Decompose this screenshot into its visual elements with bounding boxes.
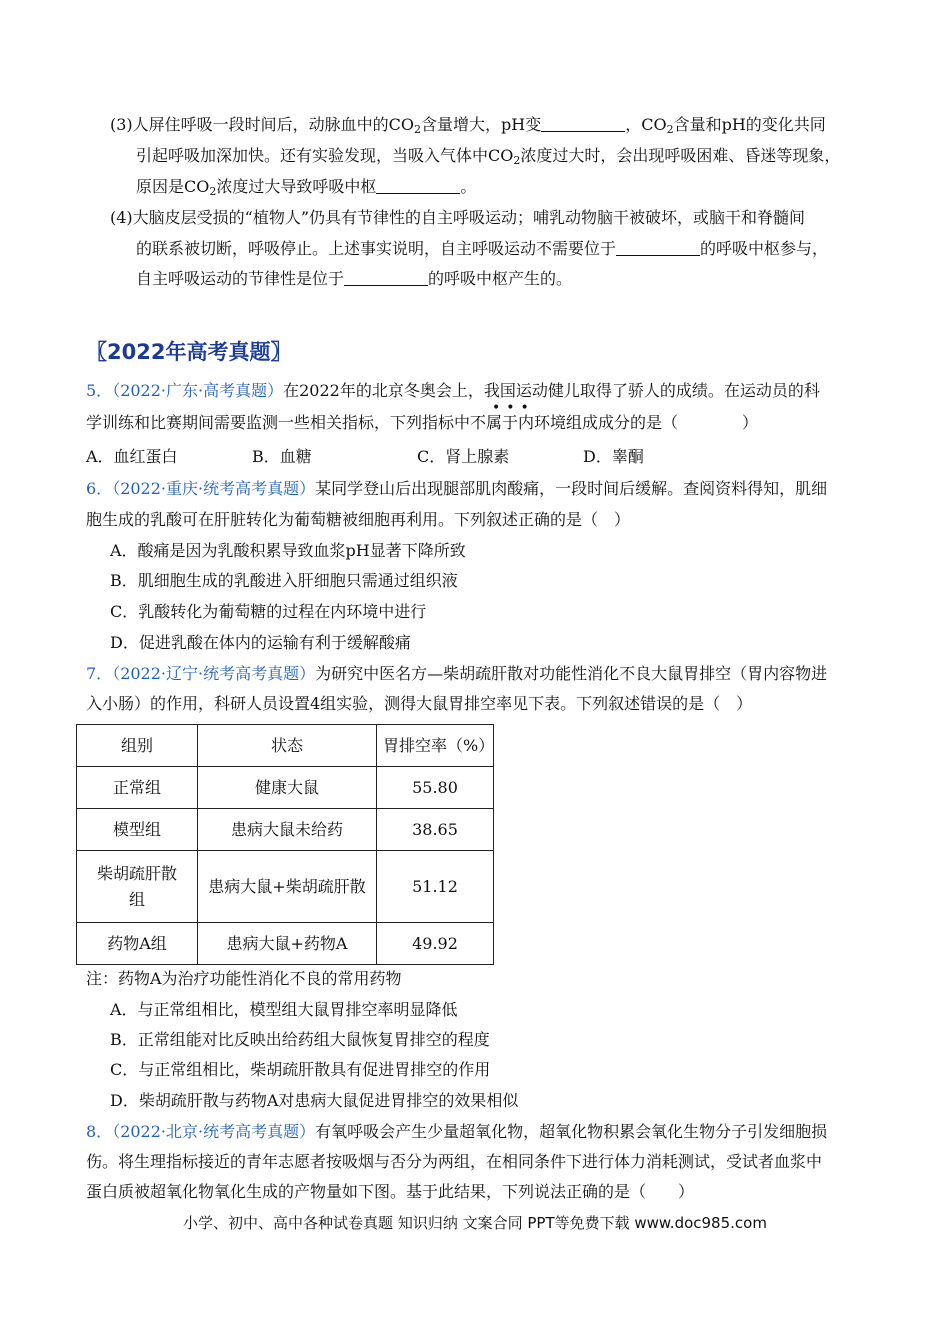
- table-row: [77, 851, 494, 923]
- page-footer: 小学、初中、高中各种试卷真题 知识归纳 文案合同 PPT等免费下载 www.doc985.com: [183, 1214, 767, 1232]
- table-row: [77, 767, 494, 809]
- table-cell: 51.12: [377, 851, 494, 923]
- q7-table-note: 注：药物A为治疗功能性消化不良的常用药物: [86, 969, 402, 988]
- q-prev-part4-line3: 自主呼吸运动的节律性是位于 的呼吸中枢产生的。: [136, 269, 573, 288]
- q8-stem-line1: 8．（2022·北京·统考高考真题）有氧呼吸会产生少量超氧化物，超氧化物积累会氧化生物分子引发细胞损: [86, 1122, 828, 1141]
- q6-stem-line2: 胞生成的乳酸可在肝脏转化为葡萄糖被细胞再利用。下列叙述正确的是（ ）: [86, 510, 631, 529]
- q6-number: 6．: [86, 479, 113, 498]
- answer-blank: [616, 239, 700, 256]
- q6-source: （2022·重庆·统考高考真题）: [112, 479, 316, 498]
- table-header-cell: 组别: [77, 725, 198, 767]
- emphasis-dots: •••: [492, 400, 535, 416]
- q7-source: （2022·辽宁·统考高考真题）: [112, 664, 316, 683]
- table-row: [77, 923, 494, 965]
- q8-stem-line2: 伤。将生理指标接近的青年志愿者按吸烟与否分为两组，在相同条件下进行体力消耗测试，受试者血浆中: [86, 1152, 823, 1171]
- answer-blank: [344, 269, 428, 286]
- q-prev-part3-line3: 原因是$CO_2$浓度过大导致呼吸中枢 。: [136, 177, 477, 198]
- q6-stem-line1: 6．（2022·重庆·统考高考真题）某同学登山后出现腿部肌肉酸痛，一段时间后缓解。查阅资料得知，肌细: [86, 479, 828, 498]
- table-header-cell: 状态: [198, 725, 377, 767]
- q5-option-c: C．肾上腺素: [417, 447, 510, 466]
- table-cell: 健康大鼠: [198, 767, 377, 809]
- q-prev-part3-line2: 引起呼吸加深加快。还有实验发现，当吸入气体中$CO_2$浓度过大时，会出现呼吸困难、昏迷等现象，: [136, 146, 841, 167]
- table-cell: 患病大鼠+柴胡疏肝散: [198, 851, 377, 923]
- q7-option-a: A．与正常组相比，模型组大鼠胃排空率明显降低: [110, 1000, 458, 1019]
- q6-option-d: D．促进乳酸在体内的运输有利于缓解酸痛: [110, 633, 411, 652]
- q7-number: 7．: [86, 664, 113, 683]
- q5-source: （2022·广东·高考真题）: [112, 381, 284, 400]
- table-cell: 49.92: [377, 923, 494, 965]
- table-cell: 患病大鼠未给药: [198, 809, 377, 851]
- q-prev-part4-line2: 的联系被切断，呼吸停止。上述事实说明，自主呼吸运动不需要位于 的呼吸中枢参与，: [136, 239, 829, 258]
- q-prev-part4-line1: (4)大脑皮层受损的“植物人”仍具有节律性的自主呼吸运动；哺乳动物脑干被破坏，或脑干和脊髓间: [110, 208, 806, 227]
- table-header-cell: 胃排空率（%）: [377, 725, 494, 767]
- q5-stem-line2: 学训练和比赛期间需要监测一些相关指标，下列指标中不属于内环境组成成分的是（ ）: [86, 413, 759, 432]
- q5-stem-line1: 5．（2022·广东·高考真题）在2022年的北京冬奥会上，我国运动健儿取得了骄人的成绩。在运动员的科: [86, 381, 820, 400]
- answer-blank: [376, 177, 460, 194]
- q-prev-part3-line1: (3)人屏住呼吸一段时间后，动脉血中的$CO_2$含量增大，pH变 ，$CO_2$含量和pH的变化共同: [110, 115, 826, 136]
- q7-stem-line1: 7．（2022·辽宁·统考高考真题）为研究中医名方—柴胡疏肝散对功能性消化不良大鼠胃排空（胃内容物进: [86, 664, 828, 683]
- table-cell: 柴胡疏肝散 组: [77, 851, 198, 923]
- q7-stem-line2: 入小肠）的作用，科研人员设置4组实验，测得大鼠胃排空率见下表。下列叙述错误的是（ ）: [86, 694, 753, 713]
- table-header-row: [77, 725, 494, 767]
- q6-option-a: A．酸痛是因为乳酸积累导致血浆pH显著下降所致: [110, 541, 466, 560]
- q8-stem-line3: 蛋白质被超氧化物氧化生成的产物量如下图。基于此结果，下列说法正确的是（ ）: [86, 1182, 695, 1201]
- q7-option-c: C．与正常组相比，柴胡疏肝散具有促进胃排空的作用: [110, 1060, 491, 1079]
- q5-option-b: B．血糖: [252, 447, 312, 466]
- table-cell: 55.80: [377, 767, 494, 809]
- table-cell: 38.65: [377, 809, 494, 851]
- answer-blank: [541, 115, 625, 132]
- q7-option-b: B．正常组能对比反映出给药组大鼠恢复胃排空的程度: [110, 1030, 490, 1049]
- table-cell: 药物A组: [77, 923, 198, 965]
- q6-option-c: C．乳酸转化为葡萄糖的过程在内环境中进行: [110, 602, 427, 621]
- table-row: [77, 809, 494, 851]
- table-cell: 正常组: [77, 767, 198, 809]
- q8-source: （2022·北京·统考高考真题）: [112, 1122, 316, 1141]
- gastric-emptying-table: [76, 724, 494, 965]
- q8-number: 8．: [86, 1122, 113, 1141]
- q7-option-d: D．柴胡疏肝散与药物A对患病大鼠促进胃排空的效果相似: [110, 1091, 519, 1110]
- q6-option-b: B．肌细胞生成的乳酸进入肝细胞只需通过组织液: [110, 571, 458, 590]
- q5-number: 5．: [86, 381, 113, 400]
- q5-option-a: A．血红蛋白: [86, 447, 178, 466]
- table-cell: 模型组: [77, 809, 198, 851]
- table-cell: 患病大鼠+药物A: [198, 923, 377, 965]
- q5-option-d: D．睾酮: [583, 447, 644, 466]
- section-heading: 〖2022年高考真题〗: [86, 340, 292, 364]
